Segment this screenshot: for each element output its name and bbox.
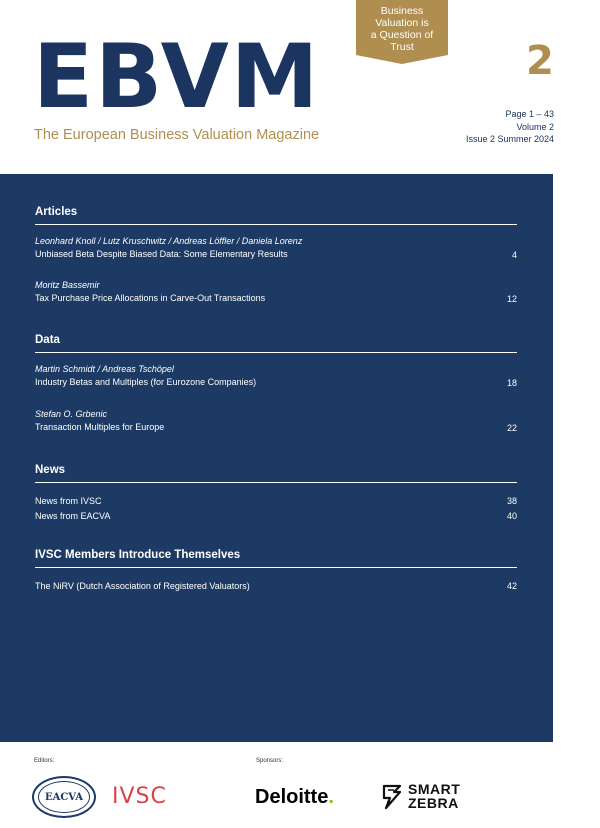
entry-page: 12 xyxy=(506,294,517,304)
sponsors-label: Sponsors: xyxy=(256,758,284,764)
entry-title: News from IVSC xyxy=(35,496,102,506)
section-heading: Articles xyxy=(35,206,517,225)
articles-section xyxy=(35,206,517,305)
issue-meta xyxy=(466,108,554,146)
entry-authors: Stefan O. Grbenic xyxy=(35,409,108,419)
badge-line: Valuation is xyxy=(375,17,429,29)
volume: Volume 2 xyxy=(516,121,554,132)
entry-authors: Martin Schmidt / Andreas Tschöpel xyxy=(35,364,174,374)
entry-title: News from EACVA xyxy=(35,511,111,521)
ivsc-logo[interactable]: IVSC xyxy=(112,784,167,809)
deloitte-dot: . xyxy=(328,786,334,808)
badge-line: a Question of xyxy=(370,29,434,41)
section-heading: IVSC Members Introduce Themselves xyxy=(35,549,517,568)
editors-label: Editors: xyxy=(34,758,55,764)
entry-page: 38 xyxy=(506,496,517,506)
issue-number: 2 xyxy=(526,38,554,84)
section-heading: Data xyxy=(35,334,517,353)
section-heading: News xyxy=(35,464,517,483)
magazine-logo: EBVM xyxy=(33,25,321,128)
entry-authors: Moritz Bassemir xyxy=(35,280,100,290)
entry-title: Unbiased Beta Despite Biased Data: Some Elementary Results xyxy=(35,249,288,259)
issue-label: Issue 2 Summer 2024 xyxy=(465,134,554,144)
entry-authors: Leonhard Knoll / Lutz Kruschwitz / Andreas Löffler / Daniela Lorenz xyxy=(35,236,303,246)
table-of-contents xyxy=(0,174,553,742)
deloitte-logo[interactable] xyxy=(255,786,334,809)
data-section xyxy=(35,334,517,434)
page-range: Page 1 – 43 xyxy=(505,109,554,119)
toc-entry[interactable] xyxy=(35,363,517,389)
ivsc-members-section xyxy=(35,549,517,594)
entry-title: Tax Purchase Price Allocations in Carve-Out Transactions xyxy=(35,293,266,303)
toc-entry[interactable] xyxy=(35,235,517,261)
masthead xyxy=(0,0,600,174)
zebra-icon xyxy=(380,782,404,812)
entry-title: The NiRV (Dutch Association of Registered Valuators) xyxy=(35,581,250,591)
toc-entry[interactable] xyxy=(35,279,517,305)
trust-badge xyxy=(356,0,448,55)
smart-zebra-line: SMART xyxy=(408,781,461,797)
badge-line: Business xyxy=(380,5,424,17)
toc-entry[interactable] xyxy=(35,408,517,434)
toc-entry[interactable] xyxy=(35,579,517,594)
toc-entry[interactable] xyxy=(35,494,517,509)
magazine-subtitle: The European Business Valuation Magazine xyxy=(34,127,320,143)
eacva-logo-text: EACVA xyxy=(38,781,90,813)
deloitte-wordmark: Deloitte xyxy=(255,786,329,808)
entry-page: 22 xyxy=(506,423,517,433)
entry-page: 42 xyxy=(506,581,517,591)
entry-title: Industry Betas and Multiples (for Eurozone Companies) xyxy=(35,377,257,387)
eacva-logo[interactable] xyxy=(32,776,96,818)
entry-page: 4 xyxy=(511,250,517,260)
entry-title: Transaction Multiples for Europe xyxy=(35,422,165,432)
badge-line: Trust xyxy=(390,41,414,53)
news-section xyxy=(35,464,517,524)
entry-page: 18 xyxy=(506,378,517,388)
toc-entry[interactable] xyxy=(35,509,517,524)
entry-page: 40 xyxy=(506,511,517,521)
footer xyxy=(0,742,600,828)
smart-zebra-logo[interactable] xyxy=(408,782,460,810)
smart-zebra-line: ZEBRA xyxy=(408,795,459,811)
